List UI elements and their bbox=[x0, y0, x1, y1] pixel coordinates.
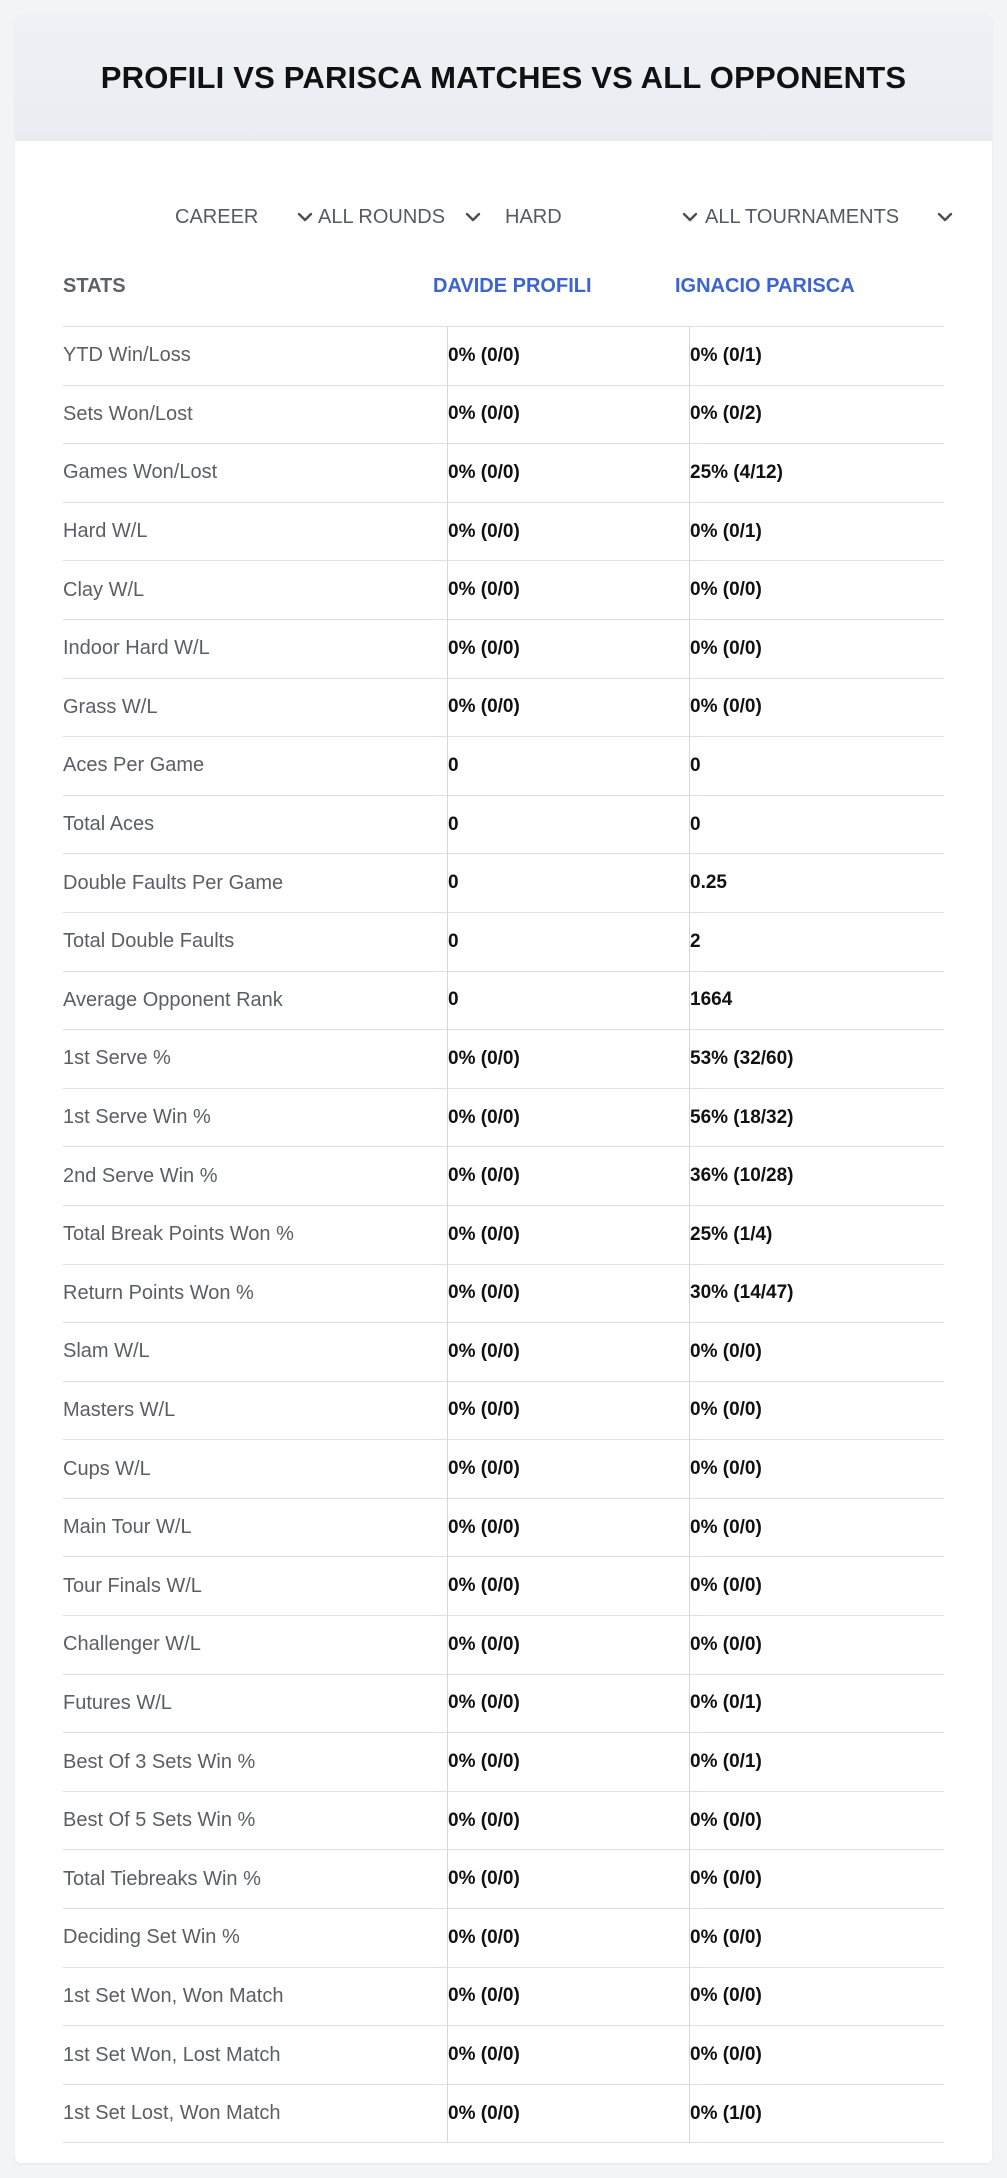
table-row bbox=[63, 1147, 944, 1206]
stat-label: Cups W/L bbox=[63, 1457, 151, 1480]
player1-value: 0% (0/0) bbox=[448, 520, 520, 542]
table-row bbox=[63, 444, 944, 503]
player2-value: 0% (0/0) bbox=[690, 1399, 762, 1421]
stat-label: Total Aces bbox=[63, 813, 155, 836]
player1-value: 0% (0/0) bbox=[448, 1282, 520, 1304]
stat-label: Total Break Points Won % bbox=[63, 1223, 294, 1246]
player2-value: 0% (0/0) bbox=[690, 1516, 762, 1538]
player1-value: 0 bbox=[448, 754, 459, 776]
player1-value: 0% (0/0) bbox=[448, 1985, 520, 2007]
table-row bbox=[63, 1440, 944, 1499]
table-row bbox=[63, 1733, 944, 1792]
player2-value: 0% (1/0) bbox=[690, 2102, 762, 2124]
player2-value: 0% (0/0) bbox=[690, 696, 762, 718]
player2-value: 0% (0/0) bbox=[690, 1809, 762, 1831]
tournaments-select[interactable] bbox=[705, 187, 955, 247]
player1-value: 0% (0/0) bbox=[448, 1868, 520, 1890]
player2-value: 0% (0/1) bbox=[690, 1751, 762, 1773]
stat-label: Challenger W/L bbox=[63, 1633, 201, 1656]
stat-label: Best Of 5 Sets Win % bbox=[63, 1809, 256, 1832]
stat-label: 1st Set Won, Won Match bbox=[63, 1984, 284, 2007]
rounds-select[interactable] bbox=[318, 187, 483, 247]
stats-card bbox=[15, 15, 992, 2163]
stat-label: Sets Won/Lost bbox=[63, 402, 193, 425]
player1-value: 0% (0/0) bbox=[448, 696, 520, 718]
table-row bbox=[63, 1557, 944, 1616]
stat-label: Total Tiebreaks Win % bbox=[63, 1867, 261, 1890]
table-row bbox=[63, 327, 944, 386]
player2-value: 0.25 bbox=[690, 872, 727, 894]
player2-link[interactable]: IGNACIO PARISCA bbox=[675, 275, 855, 297]
stat-label: 1st Set Won, Lost Match bbox=[63, 2043, 281, 2066]
table-row bbox=[63, 1499, 944, 1558]
surface-select-label: HARD bbox=[505, 205, 562, 228]
table-row bbox=[63, 1675, 944, 1734]
table-row bbox=[63, 2085, 944, 2144]
stat-label: Indoor Hard W/L bbox=[63, 637, 210, 660]
table-row bbox=[63, 1382, 944, 1441]
player1-value: 0% (0/0) bbox=[448, 1926, 520, 1948]
table-row bbox=[63, 386, 944, 445]
player1-value: 0% (0/0) bbox=[448, 1692, 520, 1714]
player1-value: 0 bbox=[448, 813, 459, 835]
table-header bbox=[63, 247, 944, 327]
player1-value: 0% (0/0) bbox=[448, 1458, 520, 1480]
player2-value: 2 bbox=[690, 930, 701, 952]
stat-label: Total Double Faults bbox=[63, 930, 235, 953]
player1-value: 0 bbox=[448, 989, 459, 1011]
filter-bar bbox=[15, 187, 992, 247]
table-row bbox=[63, 1030, 944, 1089]
table-row bbox=[63, 2026, 944, 2085]
player1-value: 0% (0/0) bbox=[448, 2102, 520, 2124]
stat-label: Masters W/L bbox=[63, 1398, 176, 1421]
player2-value: 25% (4/12) bbox=[690, 461, 783, 483]
player2-value: 0% (0/0) bbox=[690, 1868, 762, 1890]
player1-value: 0% (0/0) bbox=[448, 1223, 520, 1245]
chevron-down-icon bbox=[463, 207, 483, 227]
card-header bbox=[15, 15, 992, 141]
table-row bbox=[63, 1616, 944, 1675]
player1-value: 0% (0/0) bbox=[448, 579, 520, 601]
player2-value: 0% (0/0) bbox=[690, 1575, 762, 1597]
player1-value: 0% (0/0) bbox=[448, 1106, 520, 1128]
player1-value: 0 bbox=[448, 872, 459, 894]
player2-value: 0% (0/1) bbox=[690, 1692, 762, 1714]
player1-value: 0% (0/0) bbox=[448, 1516, 520, 1538]
player1-value: 0% (0/0) bbox=[448, 403, 520, 425]
player1-value: 0% (0/0) bbox=[448, 1399, 520, 1421]
table-row bbox=[63, 972, 944, 1031]
player2-value: 30% (14/47) bbox=[690, 1282, 794, 1304]
table-row bbox=[63, 679, 944, 738]
table-row bbox=[63, 1850, 944, 1909]
stats-table bbox=[63, 247, 944, 2143]
table-row bbox=[63, 620, 944, 679]
player2-value: 0% (0/0) bbox=[690, 637, 762, 659]
stat-label: Average Opponent Rank bbox=[63, 988, 283, 1011]
stat-label: Clay W/L bbox=[63, 578, 145, 601]
stat-label: Games Won/Lost bbox=[63, 461, 218, 484]
stat-label: Aces Per Game bbox=[63, 754, 205, 777]
player2-value: 0 bbox=[690, 754, 701, 776]
player2-value: 1664 bbox=[690, 989, 733, 1011]
stat-label: Best Of 3 Sets Win % bbox=[63, 1750, 256, 1773]
player2-value: 0% (0/0) bbox=[690, 579, 762, 601]
table-row bbox=[63, 913, 944, 972]
tournaments-select-label: ALL TOURNAMENTS bbox=[705, 205, 900, 228]
chevron-down-icon bbox=[295, 207, 315, 227]
player1-value: 0% (0/0) bbox=[448, 2044, 520, 2066]
table-row bbox=[63, 561, 944, 620]
table-body bbox=[63, 327, 944, 2143]
stat-label: Deciding Set Win % bbox=[63, 1926, 240, 1949]
player1-value: 0% (0/0) bbox=[448, 1575, 520, 1597]
player1-value: 0% (0/0) bbox=[448, 1751, 520, 1773]
stat-label: 2nd Serve Win % bbox=[63, 1164, 218, 1187]
player1-value: 0% (0/0) bbox=[448, 1633, 520, 1655]
player1-value: 0% (0/0) bbox=[448, 344, 520, 366]
player1-value: 0% (0/0) bbox=[448, 1340, 520, 1362]
player2-value: 56% (18/32) bbox=[690, 1106, 794, 1128]
player2-value: 36% (10/28) bbox=[690, 1165, 794, 1187]
stat-label: Tour Finals W/L bbox=[63, 1574, 202, 1597]
table-row bbox=[63, 1265, 944, 1324]
player2-value: 0% (0/0) bbox=[690, 1633, 762, 1655]
column-divider bbox=[689, 327, 690, 2143]
stat-label: YTD Win/Loss bbox=[63, 344, 191, 367]
player2-value: 25% (1/4) bbox=[690, 1223, 773, 1245]
player2-value: 0% (0/0) bbox=[690, 2044, 762, 2066]
player2-value: 0% (0/0) bbox=[690, 1340, 762, 1362]
player2-value: 53% (32/60) bbox=[690, 1047, 794, 1069]
player2-value: 0% (0/0) bbox=[690, 1926, 762, 1948]
stat-label: 1st Set Lost, Won Match bbox=[63, 2102, 281, 2125]
table-row bbox=[63, 1968, 944, 2027]
player1-value: 0% (0/0) bbox=[448, 461, 520, 483]
chevron-down-icon bbox=[680, 207, 700, 227]
player1-value: 0% (0/0) bbox=[448, 637, 520, 659]
table-row bbox=[63, 796, 944, 855]
table-row bbox=[63, 503, 944, 562]
chevron-down-icon bbox=[935, 207, 955, 227]
table-row bbox=[63, 1089, 944, 1148]
table-row bbox=[63, 854, 944, 913]
stat-label: Double Faults Per Game bbox=[63, 871, 284, 894]
stat-label: 1st Serve % bbox=[63, 1047, 171, 1070]
table-row bbox=[63, 1323, 944, 1382]
player2-value: 0% (0/0) bbox=[690, 1458, 762, 1480]
stat-label: Hard W/L bbox=[63, 520, 148, 543]
player1-value: 0% (0/0) bbox=[448, 1047, 520, 1069]
table-row bbox=[63, 1792, 944, 1851]
table-row bbox=[63, 737, 944, 796]
period-select-label: CAREER bbox=[175, 205, 259, 228]
player1-value: 0 bbox=[448, 930, 459, 952]
player2-value: 0 bbox=[690, 813, 701, 835]
stat-label: Main Tour W/L bbox=[63, 1516, 192, 1539]
stat-label: 1st Serve Win % bbox=[63, 1106, 211, 1129]
player2-value: 0% (0/2) bbox=[690, 403, 762, 425]
rounds-select-label: ALL ROUNDS bbox=[318, 205, 446, 228]
player2-value: 0% (0/1) bbox=[690, 520, 762, 542]
player2-value: 0% (0/0) bbox=[690, 1985, 762, 2007]
column-divider bbox=[447, 327, 448, 2143]
surface-select[interactable] bbox=[505, 187, 700, 247]
page-title: PROFILI VS PARISCA MATCHES VS ALL OPPONENTS bbox=[100, 60, 907, 95]
period-select[interactable] bbox=[175, 187, 315, 247]
stat-label: Futures W/L bbox=[63, 1691, 172, 1714]
player2-value: 0% (0/1) bbox=[690, 344, 762, 366]
stat-label: Slam W/L bbox=[63, 1340, 150, 1363]
table-row bbox=[63, 1206, 944, 1265]
stat-label: Return Points Won % bbox=[63, 1281, 254, 1304]
player1-value: 0% (0/0) bbox=[448, 1809, 520, 1831]
player1-link[interactable]: DAVIDE PROFILI bbox=[433, 275, 592, 297]
column-header-stats: STATS bbox=[63, 275, 126, 297]
player1-value: 0% (0/0) bbox=[448, 1165, 520, 1187]
table-row bbox=[63, 1909, 944, 1968]
stat-label: Grass W/L bbox=[63, 695, 158, 718]
